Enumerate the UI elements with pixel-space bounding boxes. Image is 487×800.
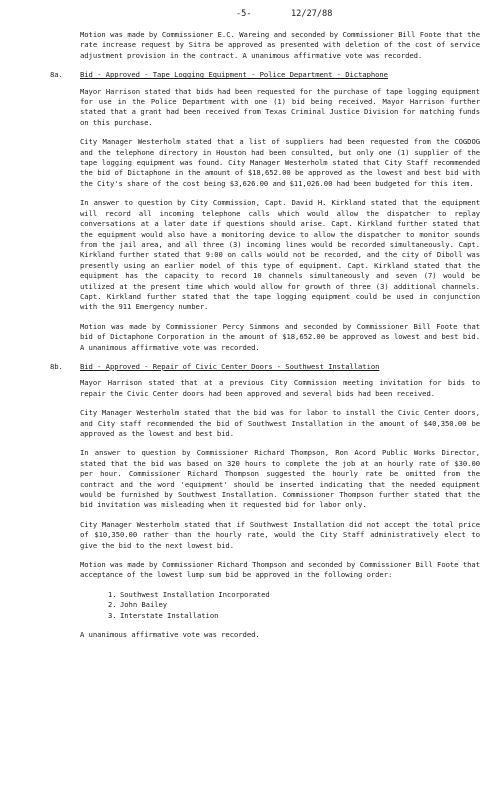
minutes-body — [50, 30, 480, 650]
paragraph-rate-motion: Motion was made by Commissioner E.C. Wareing and seconded by Commissioner Bill Foote that the rate increase request by Sitra be approved as presented with deletion of the cost of service adjustment provision in the contract. A unanimous affirmative vote was recorded. — [80, 30, 480, 60]
paragraph-8a-kirkland: In answer to question by City Commission, Capt. David H. Kirkland stated that the equipment will record all incoming telephone calls which would allow the dispatcher to replay conversations at a later date if questions should arise. Capt. Kirkland further stated that the equipment would also have a monitoring device to allow the dispatcher to monitor sounds from the jail area, and all three (3) incoming lines would be recorded simultaneously. Capt. Kirkland further stated that 9:00 on calls would not be recorded, and the city of Diboll was presently using an earlier model of this type of equipment. Capt. Kirkland stated that the equipment has the capacity to record 10 channels simultaneously and seven (7) would be utilized at the present time which would allow for growth of three (3) additional channels. Capt. Kirkland further stated that the tape logging equipment could be used in conjunction with the 911 Emergency number. — [80, 198, 480, 312]
list-item: 2. John Bailey — [108, 600, 168, 610]
paragraph-8a-intro: Mayor Harrison stated that bids had been requested for the purchase of tape logging equipment for use in the Police Department with one (1) bid being received. Mayor Harrison further stated that a grant had been received from Texas Criminal Justice Division for matching funds on this purchase. — [80, 86, 480, 127]
paragraph-8b-intro: Mayor Harrison stated that at a previous City Commission meeting invitation for bids to repair the Civic Center doors had been approved and several bids had been received. — [80, 378, 480, 398]
section-number: 8a. — [50, 70, 63, 80]
bid-order-list — [80, 590, 480, 621]
paragraph-vote: A unanimous affirmative vote was recorded. — [80, 630, 260, 640]
paragraph-8b-westerholm: City Manager Westerholm stated that if Southwest Installation did not accept the total price of $10,350.00 rather than the hourly rate, would the City Staff administratively elect to give the bid to the next lowest bid. — [80, 519, 480, 550]
section-8a-heading — [50, 70, 480, 80]
paragraph-8a-motion: Motion was made by Commissioner Percy Simmons and seconded by Commissioner Bill Foote that bid of Dictaphone Corporation in the amount of $18,652.00 be approved as lowest and best bid. A unanimous affirmative vote was recorded. — [80, 321, 480, 352]
header-date: 12/27/88 — [291, 9, 333, 19]
paragraph-8b-manager: City Manager Westerholm stated that the bid was for labor to install the Civic Center doors, and City staff recommended the bid of Southwest Installation in the amount of $40,350.00 be approved as the lowest and best bid. — [80, 408, 480, 438]
list-item: 1. Southwest Installation Incorporated — [108, 589, 270, 599]
page-number: -5- — [236, 9, 252, 19]
paragraph-8b-motion: Motion was made by Commissioner Richard Thompson and seconded by Commissioner Bill Foote that acceptance of the lowest lump sum bid be approved in the following order: — [80, 560, 480, 580]
paragraph-8b-thompson: In answer to question by Commissioner Richard Thompson, Ron Acord Public Works Director, stated that the bid was based on 320 hours to complete the job at an hourly rate of $30.00 per hour. Commissioner Richard Thompson suggested the hourly rate be omitted from the contract and the word 'equipment' should be inserted indicating that the needed equipment would be furnished by Southwest Installation. Commissioner Thompson further stated that the bid invitation was misleading when it requested bid for labor only. — [80, 448, 480, 510]
section-title: Bid - Approved - Tape Logging Equipment - Police Department - Dictaphone — [80, 70, 388, 80]
page-header — [0, 9, 487, 21]
section-number: 8b. — [50, 361, 63, 371]
section-8b-heading — [50, 361, 480, 372]
paragraph-8a-manager: City Manager Westerholm stated that a list of suppliers had been requested from the COGDOG and the telephone directory in Houston had been consulted, but only one (1) supplier of the tape logging equipment was found. City Manager Westerholm stated that City Staff recommended the bid of Dictaphone in the amount of $18,652.00 be approved as the lowest and best bid with the City's share of the cost being $3,626.00 and $11,026.00 had been budgeted for this item. — [80, 137, 480, 188]
section-title: Bid - Approved - Repair of Civic Center Doors - Southwest Installation — [80, 361, 380, 371]
list-item: 3. Interstate Installation — [108, 610, 219, 620]
